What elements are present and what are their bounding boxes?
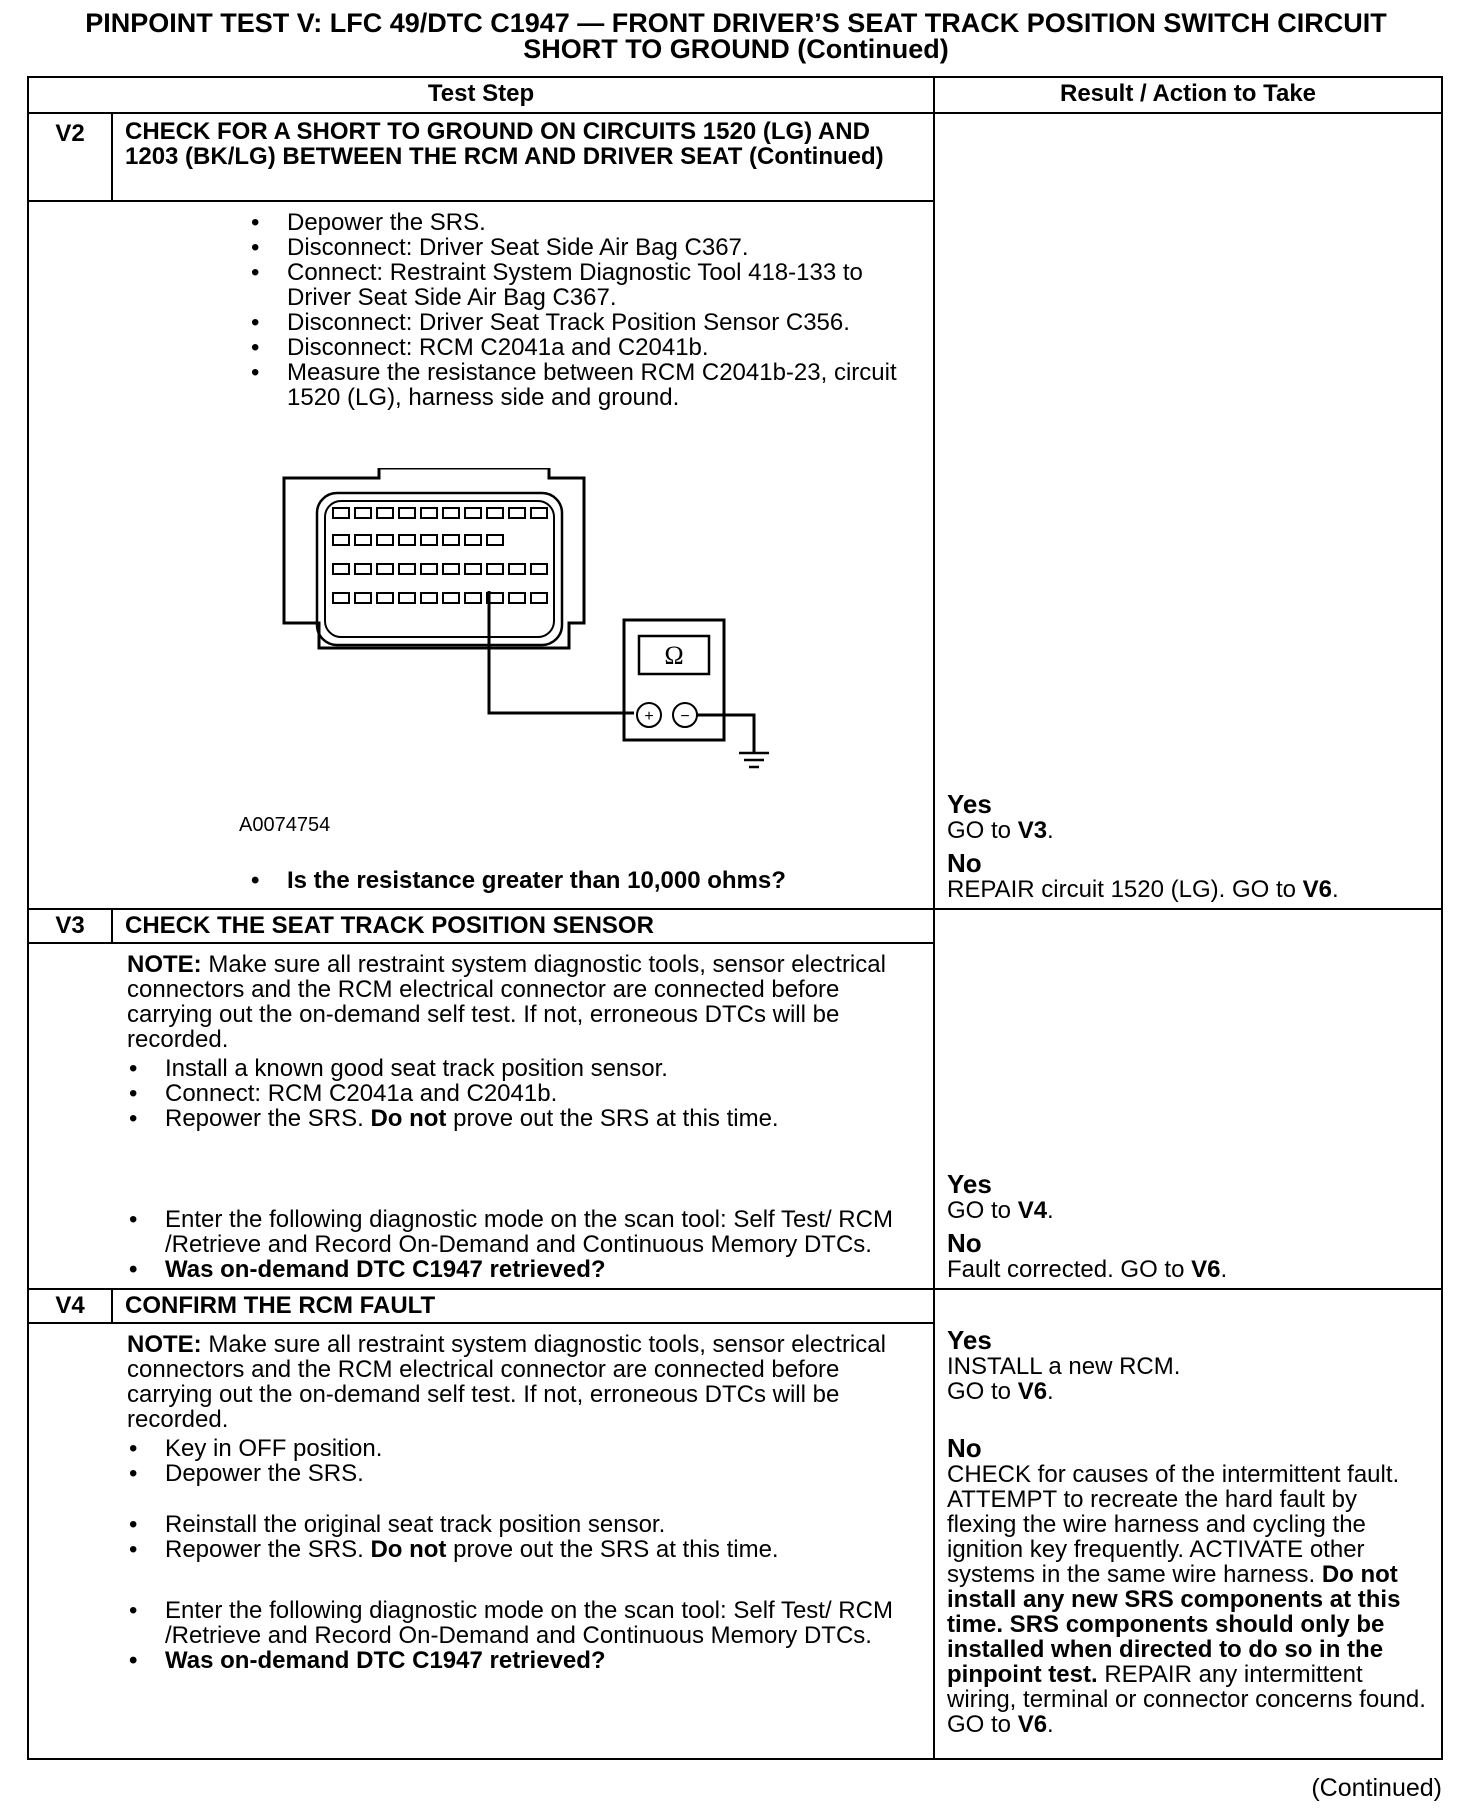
connector-pin: [333, 508, 349, 518]
list-item: • Disconnect: Driver Seat Track Position Sensor C356.: [249, 310, 921, 335]
list-item: • Disconnect: RCM C2041a and C2041b.: [249, 335, 921, 360]
connector-pin: [531, 593, 547, 603]
connector-pin: [399, 535, 415, 545]
connector-pin: [421, 508, 437, 518]
list-item: • Measure the resistance between RCM C2041b-23, circuit 1520 (LG), harness side and ground.: [249, 360, 921, 410]
plus-sign: +: [644, 708, 654, 725]
connector-pin: [509, 564, 525, 574]
result-v3: [934, 909, 1442, 1289]
list-item: • Repower the SRS. Do not prove out the SRS at this time.: [127, 1106, 921, 1131]
connector-pin: [443, 564, 459, 574]
connector-pin: [333, 593, 349, 603]
connector-pin: [333, 564, 349, 574]
result-v4-yes-line2: GO to V6.: [947, 1378, 1054, 1405]
step-v2-bullets: [249, 210, 921, 410]
step-v3-note: NOTE: Make sure all restraint system diagnostic tools, sensor electrical connectors and the RCM electrical connector are connected before carrying out the on-demand self test. If not, erroneous DTCs will be recorded.: [127, 951, 886, 1053]
step-body-v2: [28, 201, 934, 909]
list-item: • Depower the SRS.: [127, 1461, 921, 1486]
step-v4-title-row: [28, 1289, 1442, 1323]
result-v4: [934, 1289, 1442, 1759]
connector-pin: [487, 535, 503, 545]
connector-pin: [355, 535, 371, 545]
result-v4-no-label: No: [947, 1433, 982, 1463]
connector-pin: [465, 535, 481, 545]
connector-pin: [421, 564, 437, 574]
list-item: • Install a known good seat track position sensor.: [127, 1056, 921, 1081]
list-item: • Enter the following diagnostic mode on the scan tool: Self Test/ RCM /Retrieve and Record On-Demand and Continuous Memory DTCs.: [127, 1207, 921, 1257]
step-v2-title-row: [28, 113, 1442, 201]
connector-pin: [531, 564, 547, 574]
connector-pin: [355, 564, 371, 574]
table-header-row: [28, 77, 1442, 113]
connector-pin: [509, 508, 525, 518]
result-v3-no-label: No: [947, 1228, 982, 1258]
step-v4-note: NOTE: Make sure all restraint system diagnostic tools, sensor electrical connectors and the RCM electrical connector are connected before carrying out the on-demand self test. If not, erroneous DTCs will be recorded.: [127, 1331, 886, 1433]
step-v4-bullets-2: [127, 1512, 921, 1562]
list-item: • Disconnect: Driver Seat Side Air Bag C367.: [249, 235, 921, 260]
page-title-line1: PINPOINT TEST V: LFC 49/DTC C1947 — FRONT DRIVER’S SEAT TRACK POSITION SWITCH CIRCUIT: [85, 8, 1387, 38]
list-item: • Repower the SRS. Do not prove out the SRS at this time.: [127, 1537, 921, 1562]
connector-pin: [443, 593, 459, 603]
list-item: • Is the resistance greater than 10,000 ohms?: [249, 868, 921, 893]
step-v4-bullets-3: [127, 1598, 921, 1673]
list-item: • Connect: RCM C2041a and C2041b.: [127, 1081, 921, 1106]
connector-pins: [333, 508, 547, 603]
connector-pin: [355, 508, 371, 518]
connector-pin: [465, 564, 481, 574]
step-v3-bullets-2: [127, 1207, 921, 1282]
list-item: • Connect: Restraint System Diagnostic Tool 418-133 to Driver Seat Side Air Bag C367.: [249, 260, 921, 310]
ohm-symbol: Ω: [664, 641, 684, 670]
minus-sign: −: [680, 708, 690, 725]
connector-pin: [443, 535, 459, 545]
connector-pin: [399, 508, 415, 518]
result-v4-no-text: CHECK for causes of the intermittent fault. ATTEMPT to recreate the hard fault by flexing the wire harness and cycling the ignition key frequently. ACTIVATE other systems in the same wire harness. Do not install any new SRS components at this time. SRS components should only be installed when directed to do so in the pinpoint test. REPAIR any intermittent wiring, terminal or connector concerns found. GO to V6.: [947, 1461, 1426, 1738]
connector-pin: [355, 593, 371, 603]
result-v2-no-label: No: [947, 848, 982, 878]
list-item: • Enter the following diagnostic mode on the scan tool: Self Test/ RCM /Retrieve and Record On-Demand and Continuous Memory DTCs.: [127, 1598, 921, 1648]
result-v2-yes-text: GO to V3.: [947, 817, 1054, 844]
connector-pin: [509, 593, 525, 603]
connector-pin: [377, 535, 393, 545]
header-test-step: Test Step: [28, 77, 934, 113]
connector-resistance-diagram: [279, 468, 839, 808]
pinpoint-test-table: [27, 76, 1443, 1760]
list-item: • Key in OFF position.: [127, 1436, 921, 1461]
connector-pin: [487, 508, 503, 518]
step-v3-title-row: [28, 909, 1442, 943]
connector-pin: [487, 564, 503, 574]
step-v3-bullets: [127, 1056, 921, 1131]
step-body-v4: [28, 1323, 934, 1759]
connector-pin: [531, 508, 547, 518]
list-item: • Was on-demand DTC C1947 retrieved?: [127, 1648, 921, 1673]
connector-pin: [465, 593, 481, 603]
connector-pin: [377, 564, 393, 574]
header-result-action: Result / Action to Take: [934, 77, 1442, 113]
result-v4-yes-label: Yes: [947, 1325, 992, 1355]
step-title-v4: CONFIRM THE RCM FAULT: [112, 1289, 934, 1323]
connector-pin: [333, 535, 349, 545]
result-v3-yes-text: GO to V4.: [947, 1197, 1054, 1224]
connector-pin: [399, 593, 415, 603]
step-body-v3: [28, 943, 934, 1289]
continued-footer: (Continued): [1311, 1774, 1442, 1802]
step-id-v4: V4: [28, 1289, 112, 1323]
result-v2-yes-label: Yes: [947, 789, 992, 819]
figure-id: A0074754: [239, 814, 331, 836]
connector-pin: [421, 535, 437, 545]
connector-pin: [465, 508, 481, 518]
connector-face-inner: [325, 501, 554, 637]
connector-pin: [377, 508, 393, 518]
step-v4-bullets: [127, 1436, 921, 1486]
step-id-v3: V3: [28, 909, 112, 943]
list-item: • Depower the SRS.: [249, 210, 921, 235]
result-v2: [934, 113, 1442, 909]
step-title-v2: CHECK FOR A SHORT TO GROUND ON CIRCUITS 1520 (LG) AND 1203 (BK/LG) BETWEEN THE RCM AND DRIVER SEAT (Continued): [112, 113, 934, 201]
step-title-v3: CHECK THE SEAT TRACK POSITION SENSOR: [112, 909, 934, 943]
connector-pin: [421, 593, 437, 603]
result-v2-no-text: REPAIR circuit 1520 (LG). GO to V6.: [947, 876, 1339, 903]
list-item: • Reinstall the original seat track position sensor.: [127, 1512, 921, 1537]
connector-figure: [239, 468, 839, 868]
result-v4-yes-line1: INSTALL a new RCM.: [947, 1353, 1181, 1380]
page-title-line2: SHORT TO GROUND (Continued): [523, 34, 949, 64]
connector-pin: [377, 593, 393, 603]
result-v3-yes-label: Yes: [947, 1169, 992, 1199]
page-title: [20, 10, 1452, 62]
connector-pin: [443, 508, 459, 518]
step-id-v2: V2: [28, 113, 112, 201]
connector-pin: [399, 564, 415, 574]
list-item: • Was on-demand DTC C1947 retrieved?: [127, 1257, 921, 1282]
result-v3-no-text: Fault corrected. GO to V6.: [947, 1256, 1228, 1283]
step-v2-question: [249, 868, 921, 893]
